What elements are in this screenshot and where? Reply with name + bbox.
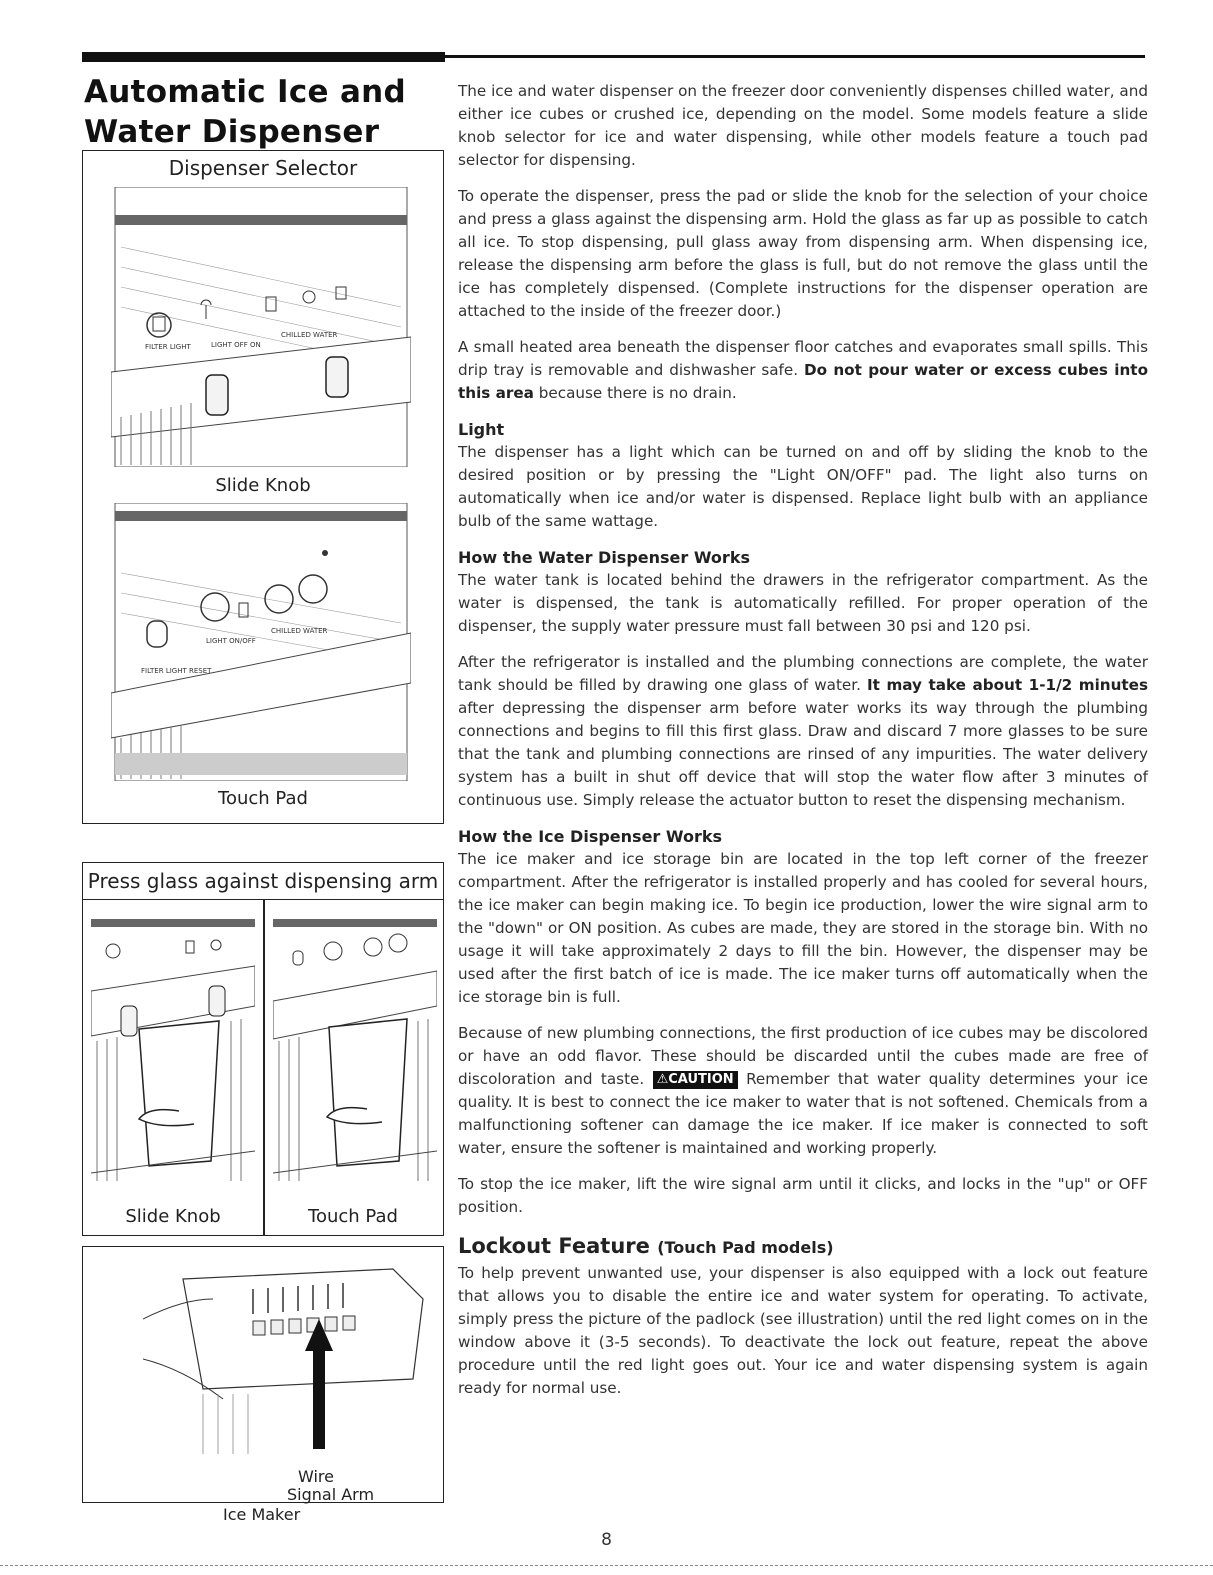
- svg-text:CHILLED WATER: CHILLED WATER: [271, 627, 328, 635]
- glass-touch-pad-illustration: [273, 911, 437, 1191]
- page-title: [84, 72, 444, 152]
- label-wire: Wire: [298, 1467, 334, 1486]
- after-text-b: after depressing the dispenser arm before water works its way through the plumbing connections and begins to fill this first glass. Draw and discard 7 more glasses to be sure that the tank and plumbing connections are rinsed of any impurities. The water delivery system has a built in shut off device that will stop the water flow after 3 minutes of continuous use. Simply release the actuator button to reset the dispensing mechanism.: [458, 699, 1148, 809]
- after-text-a: After the refrigerator is installed and the plumbing connections are complete, the water tank should be filled by drawing one glass of water.: [458, 653, 1148, 694]
- cut-line: [0, 1565, 1213, 1566]
- light-heading: Light: [458, 420, 505, 439]
- drip-warning: Do not pour water or excess cubes into this area: [458, 361, 1148, 402]
- caption-ice-maker: Ice Maker: [223, 1505, 301, 1524]
- svg-text:FILTER LIGHT: FILTER LIGHT: [145, 343, 191, 351]
- caption-slide-knob: Slide Knob: [215, 475, 311, 496]
- drip-text-b: because there is no drain.: [538, 384, 737, 402]
- after-paragraph: [458, 651, 1148, 812]
- light-paragraph: The dispenser has a light which can be turned on and off by sliding the knob to the desired position or by pressing the "Light ON/OFF" pad. The light also turns on automatically when ice and/or water is dispensed. Replace light bulb with an appliance bulb of the same wattage.: [458, 443, 1148, 530]
- water-heading: How the Water Dispenser Works: [458, 548, 750, 567]
- panel-title-2: Press glass against dispensing arm: [83, 869, 443, 900]
- drip-text-a: A small heated area beneath the dispenser floor catches and evaporates small spills. This drip tray is removable and dishwasher safe.: [458, 338, 1148, 379]
- press-glass-panel: [82, 862, 444, 1236]
- top-rule-thin: [445, 55, 1145, 58]
- panel-divider: [263, 899, 265, 1235]
- ice-maker-panel: [82, 1246, 444, 1524]
- because-paragraph: [458, 1022, 1148, 1160]
- stop-paragraph: To stop the ice maker, lift the wire signal arm until it clicks, and locks in the "up" or OFF position.: [458, 1175, 1148, 1216]
- svg-text:CHILLED WATER: CHILLED WATER: [281, 331, 338, 339]
- dispenser-selector-panel: [82, 150, 444, 824]
- drip-paragraph: [458, 336, 1148, 405]
- water-paragraph: The water tank is located behind the drawers in the refrigerator compartment. As the water is dispensed, the tank is automatically refilled. For proper operation of the dispenser, the supply water pressure must fall between 30 psi and 120 psi.: [458, 571, 1148, 635]
- touch-pad-illustration: [111, 503, 411, 781]
- caption-glass-slide-knob: Slide Knob: [125, 1206, 221, 1227]
- intro-paragraph: The ice and water dispenser on the freezer door conveniently dispenses chilled water, and either ice cubes or crushed ice, depending on the model. Some models feature a slide knob selector for ice and water dispensing, while other models feature a touch pad selector for dispensing.: [458, 82, 1148, 169]
- lockout-paragraph: To help prevent unwanted use, your dispenser is also equipped with a lock out feature that allows you to disable the entire ice and water system for operating. To activate, simply press the picture of the padlock (see illustration) until the red light comes on in the window above it (3-5 seconds). To deactivate the lock out feature, repeat the above procedure until the red light goes out. Your ice and water dispensing system is again ready for normal use.: [458, 1264, 1148, 1397]
- caution-badge: ⚠CAUTION: [653, 1071, 738, 1089]
- svg-text:FILTER LIGHT RESET: FILTER LIGHT RESET: [141, 667, 212, 675]
- operate-paragraph: To operate the dispenser, press the pad or slide the knob for the selection of your choice and press a glass against the dispensing arm. Hold the glass as far up as possible to catch all ice. To stop dispensing, pull glass away from dispensing arm. When dispensing ice, release the dispensing arm before the glass is full, but do not remove the glass until the ice has completely dispensed. (Complete instructions for the dispenser operation are attached to the inside of the freezer door.): [458, 187, 1148, 320]
- because-text-a: Because of new plumbing connections, the first production of ice cubes may be discolored or have an odd flavor. These should be discarded until the cubes made are free of discoloration and taste.: [458, 1024, 1148, 1088]
- ice-heading: How the Ice Dispenser Works: [458, 827, 722, 846]
- lockout-heading: [458, 1232, 1148, 1262]
- label-signal-arm: Signal Arm: [287, 1485, 375, 1504]
- after-emphasis: It may take about 1-1/2 minutes: [867, 676, 1148, 694]
- panel-title: Dispenser Selector: [168, 156, 358, 180]
- slide-knob-illustration: [111, 187, 411, 467]
- lockout-subtitle: (Touch Pad models): [657, 1238, 834, 1257]
- main-text-column: [458, 80, 1148, 1413]
- svg-text:LIGHT ON/OFF: LIGHT ON/OFF: [206, 637, 256, 645]
- lockout-title: Lockout Feature: [458, 1234, 650, 1258]
- glass-slide-knob-illustration: [91, 911, 255, 1191]
- caption-touch-pad: Touch Pad: [218, 788, 308, 809]
- caption-glass-touch-pad: Touch Pad: [308, 1206, 398, 1227]
- because-text-b: Remember that water quality determines your ice quality. It is best to connect the ice maker to water that is not softened. Chemicals from a malfunctioning softener can damage the ice maker. If ice maker is connected to soft water, ensure the softener is maintained and working properly.: [458, 1070, 1149, 1157]
- title-line-1: Automatic Ice and: [84, 74, 407, 110]
- ice-paragraph: The ice maker and ice storage bin are located in the top left corner of the freezer compartment. After the refrigerator is installed properly and has cooled for several hours, the ice maker can begin making ice. To begin ice production, lower the wire signal arm to the "down" or ON position. As cubes are made, they are stored in the storage bin. With no usage it will take approximately 2 days to fill the bin. However, the dispenser may be used after the first batch of ice is made. The ice maker turns off automatically when the ice storage bin is full.: [458, 850, 1148, 1006]
- svg-text:LIGHT OFF ON: LIGHT OFF ON: [211, 341, 261, 349]
- title-line-2: Water Dispenser: [84, 114, 380, 150]
- top-rule-thick: [82, 52, 445, 62]
- page-number: 8: [601, 1530, 612, 1550]
- ice-maker-illustration: [143, 1259, 433, 1459]
